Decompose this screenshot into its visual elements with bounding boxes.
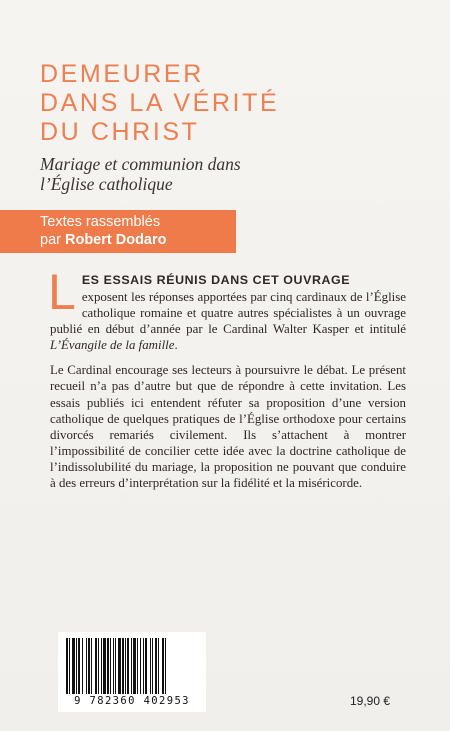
- book-subtitle: [40, 154, 420, 194]
- title-line-3: DU CHRIST: [40, 118, 200, 146]
- title-line-1: DEMEURER: [40, 60, 204, 88]
- isbn-number: 9 782360 402953: [74, 695, 190, 707]
- cited-book-title: L’Évangile de la famille: [50, 338, 175, 353]
- blurb-paragraph-1-text: exposent les réponses apportées par cinq cardinaux de l’Église catholique romaine et quatre autres spécialistes à un ouvrage publié en début d’année par le Cardinal Walter Kasper et intitulé: [50, 290, 406, 337]
- blurb-paragraph-1-end: .: [174, 338, 178, 353]
- editor-credit-line-2: [40, 231, 240, 249]
- subtitle-line-1: Mariage et communion dans: [40, 154, 241, 174]
- blurb: [48, 264, 406, 491]
- editor-credit-prefix: par: [40, 232, 65, 248]
- title-line-2: DANS LA VÉRITÉ: [40, 89, 280, 117]
- blurb-lead-in: ES ESSAIS RÉUNIS DANS CET OUVRAGE: [81, 273, 351, 287]
- barcode-bars: [64, 638, 200, 694]
- blurb-paragraph-1: [48, 264, 406, 353]
- drop-cap: L: [48, 264, 76, 320]
- editor-credit-line-1: Textes rassemblés: [40, 214, 161, 230]
- editor-name: Robert Dodaro: [65, 232, 167, 248]
- subtitle-line-2: l’Église catholique: [40, 174, 173, 194]
- editor-credit: [40, 213, 240, 249]
- price: 19,90 €: [350, 694, 391, 708]
- blurb-paragraph-2: Le Cardinal encourage ses lecteurs à poursuivre le débat. Le présent recueil n’a pas d’autre but que de répondre à cette invitation. Les essais publiés ici entendent réfuter sa proposition d’une version catholique de quelques pratiques de l’Église orthodoxe pour certains divorcés remariés civilement. Ils s’attachent à montrer l’impossibilité de concilier cette idée avec la doctrine catholique de l’indissolubilité du mariage, la proposition ne pouvant que conduire à des erreurs d’interprétation sur la fidélité et la miséricorde.: [50, 363, 406, 491]
- book-title: [40, 60, 420, 147]
- isbn-barcode: [58, 632, 206, 712]
